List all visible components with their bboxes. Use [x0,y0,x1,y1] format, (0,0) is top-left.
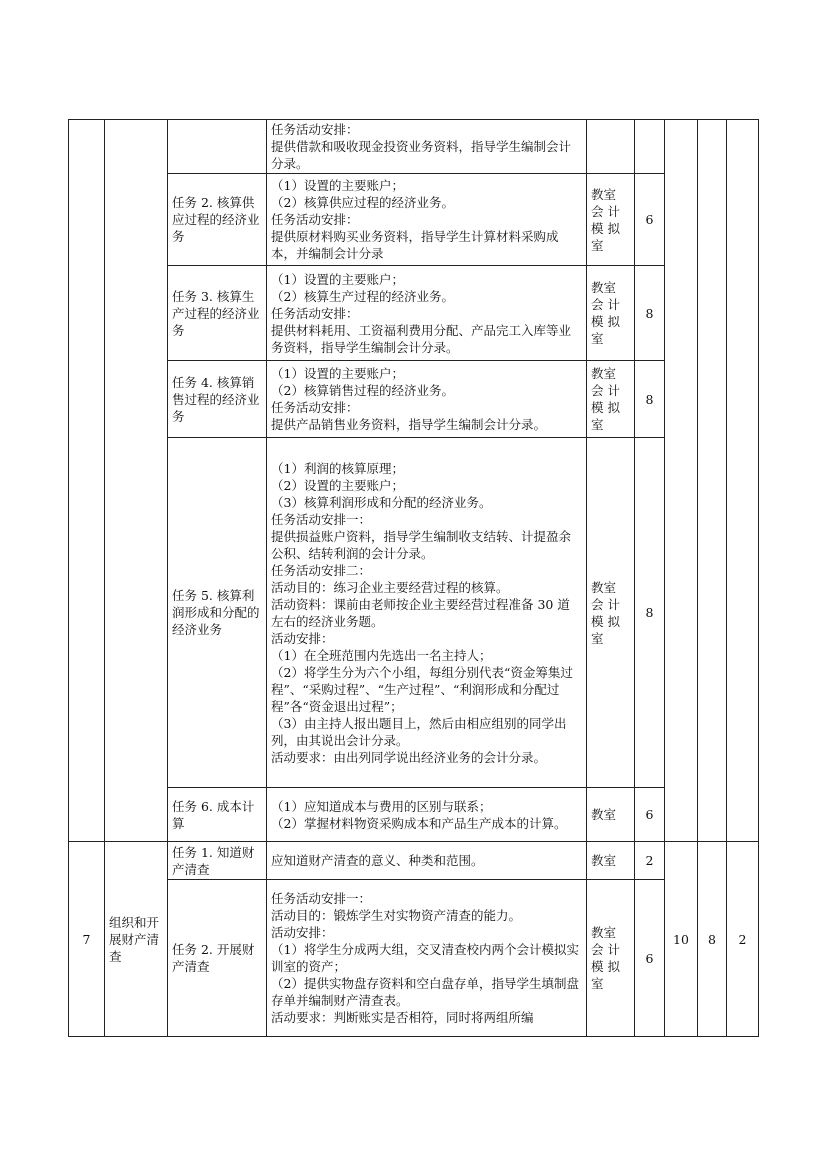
task-name-cell: 任务 1. 知道财产清查 [168,842,267,880]
hours-cell: 2 [635,842,665,880]
content-line: 提供原材料购买业务资料，指导学生计算材料采购成本，并编制会计分录 [271,229,559,261]
content-line: 任务活动安排一： [271,891,372,906]
content-line: （1）利润的核算原理； [271,460,404,476]
content-line: 任务活动安排： [271,212,359,227]
task-name-cell [168,120,267,174]
task-content-cell [267,788,587,842]
task-name-cell: 任务 2. 核算供应过程的经济业务 [168,174,267,266]
table-row [69,788,759,842]
content-line: 活动资料：课前由老师按企业主要经营过程准备 30 道左右的经济业务题。 [271,596,570,629]
venue-cell: 教室 [587,842,635,880]
task-name-cell: 任务 3. 核算生产过程的经济业务 [168,266,267,361]
table-row [69,880,759,1037]
project-name-cell: 组织和开展财产清查 [105,842,168,1037]
content-line: 应知道财产清查的意义、种类和范围。 [271,853,484,868]
task-content-cell [267,842,587,880]
content-line: （2）提供实物盘存资料和空白盘存单，指导学生填制盘存单并编制财产清查表。 [271,976,579,1008]
task-content-cell [267,880,587,1037]
hours-cell: 6 [635,174,665,266]
venue-cell: 教室 会 计 模 拟 室 [587,880,635,1037]
task-content-cell [267,438,587,788]
venue-cell: 教室 [587,788,635,842]
table-row [69,266,759,361]
content-line: 活动目的：锻炼学生对实物资产清查的能力。 [271,908,522,923]
theory-hours-cell [698,120,727,842]
table-row [69,438,759,788]
content-line: 提供材料耗用、工资福利费用分配、产品完工入库等业务资料，指导学生编制会计分录。 [271,322,572,355]
content-line: 提供借款和吸收现金投资业务资料，指导学生编制会计分录。 [271,139,572,171]
task-content-cell [267,266,587,361]
hours-cell: 6 [635,788,665,842]
content-line: （2）核算供应过程的经济业务。 [271,195,454,210]
total-hours-cell [665,120,698,842]
content-line: 活动安排： [271,630,334,646]
content-line: （2）将学生分为六个小组，每组分别代表“资金筹集过程”、“采购过程”、“生产过程”、“利润形成和分配过程”各“资金退出过程”； [271,664,573,714]
content-line: （1）在全班范围内先选出一名主持人； [271,647,492,663]
task-content-cell [267,174,587,266]
table-row [69,174,759,266]
content-line: （3）由主持人报出题目上，然后由相应组别的同学出列，由其说出会计分录。 [271,715,567,748]
content-line: 任务活动安排： [271,400,359,415]
content-line: （2）核算销售过程的经济业务。 [271,383,454,398]
theory-hours-cell: 8 [698,842,727,1037]
content-line: 任务活动安排： [271,305,359,321]
hours-cell: 8 [635,361,665,438]
content-line: 提供产品销售业务资料，指导学生编制会计分录。 [271,417,547,432]
task-name-cell: 任务 5. 核算利润形成和分配的经济业务 [168,438,267,788]
task-content-cell [267,120,587,174]
task-name-cell: 任务 6. 成本计算 [168,788,267,842]
venue-cell: 教室 会 计 模 拟 室 [587,361,635,438]
venue-cell [587,120,635,174]
task-content-cell [267,361,587,438]
hours-cell: 6 [635,880,665,1037]
table-row [69,842,759,880]
content-line: （2）设置的主要账户； [271,477,404,493]
content-line: （1）将学生分成两大组，交叉清查校内两个会计模拟实训室的资产； [271,942,579,974]
content-line: （3）核算利润形成和分配的经济业务。 [271,494,492,510]
content-line: 任务活动安排一： [271,511,372,527]
content-line: （2）核算生产过程的经济业务。 [271,288,454,304]
content-line: 任务活动安排二： [271,562,372,578]
content-line: 任务活动安排： [271,122,359,137]
venue-cell: 教室 会 计 模 拟 室 [587,438,635,788]
hours-cell: 8 [635,266,665,361]
content-line: 活动要求：由出列同学说出经济业务的会计分录。 [271,749,547,765]
table-row [69,361,759,438]
project-number-cell [69,120,105,842]
table-row [69,120,759,174]
hours-cell: 8 [635,438,665,788]
content-line: 活动要求：判断账实是否相符，同时将两组所编 [271,1010,534,1025]
venue-cell: 教室 会 计 模 拟 室 [587,174,635,266]
content-line: （1）设置的主要账户； [271,366,404,381]
content-line: 活动目的：练习企业主要经营过程的核算。 [271,579,509,595]
hours-cell [635,120,665,174]
curriculum-table [68,119,759,1037]
project-number-cell: 7 [69,842,105,1037]
content-line: （1）应知道成本与费用的区别与联系； [271,798,492,814]
practice-hours-cell: 2 [727,842,759,1037]
content-line: 活动安排： [271,925,334,940]
practice-hours-cell [727,120,759,842]
content-line: 提供损益账户资料，指导学生编制收支结转、计提盈余公积、结转利润的会计分录。 [271,528,572,561]
venue-cell: 教室 会 计 模 拟 室 [587,266,635,361]
content-line: （2）掌握材料物资采购成本和产品生产成本的计算。 [271,815,567,831]
task-name-cell: 任务 4. 核算销售过程的经济业务 [168,361,267,438]
project-name-cell [105,120,168,842]
content-line: （1）设置的主要账户； [271,271,404,287]
total-hours-cell: 10 [665,842,698,1037]
content-line: （1）设置的主要账户； [271,178,404,193]
task-name-cell: 任务 2. 开展财产清查 [168,880,267,1037]
